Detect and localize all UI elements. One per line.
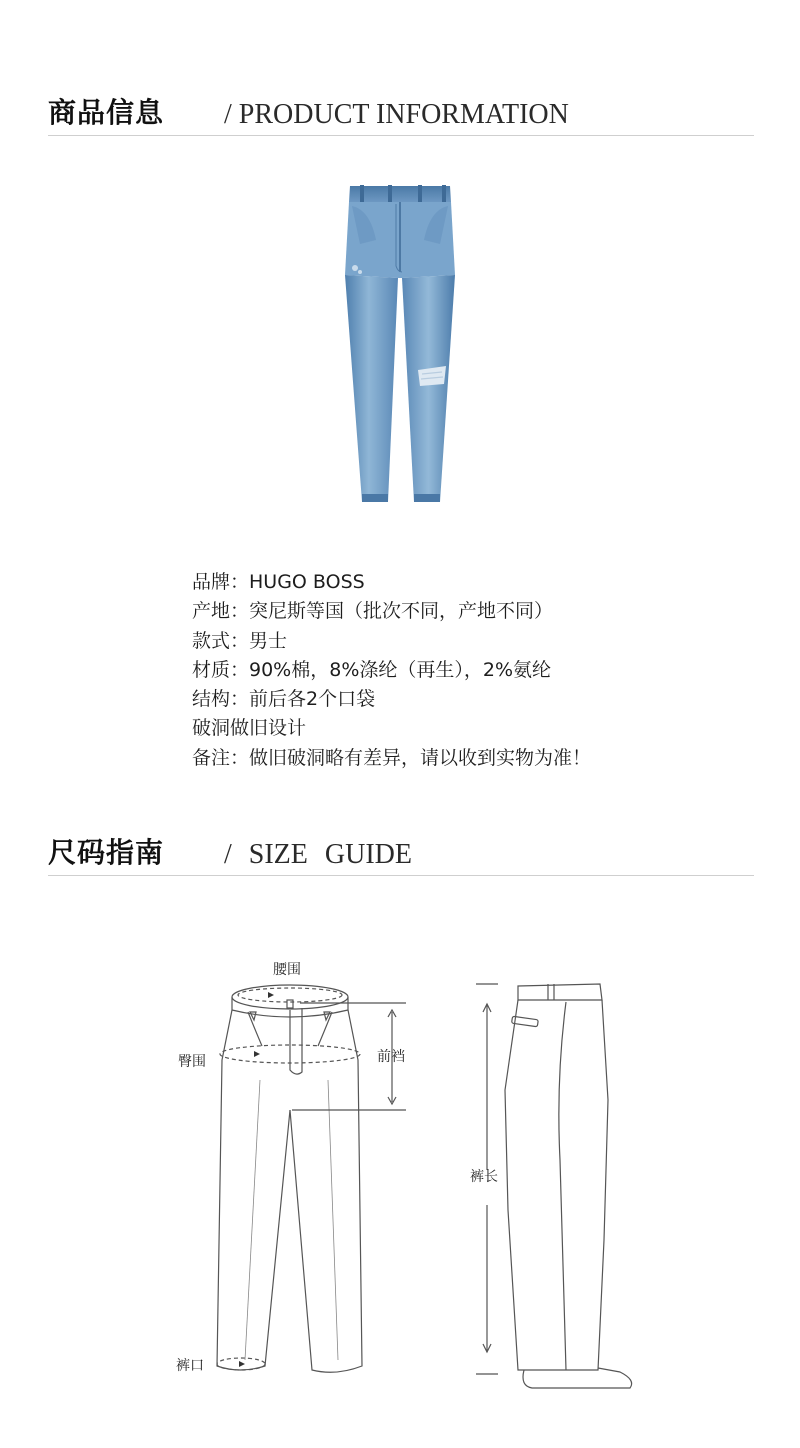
info-note: 备注：做旧破洞略有差异，请以收到实物为准！	[192, 746, 592, 769]
info-origin: 产地：突尼斯等国（批次不同，产地不同）	[192, 600, 554, 623]
info-style: 款式：男士	[192, 629, 288, 652]
label-hip: 臀围	[178, 1054, 206, 1070]
size-guide-title-en: / SIZE GUIDE	[224, 839, 412, 870]
size-guide-heading	[48, 836, 754, 876]
info-material: 材质：90%棉，8%涤纶（再生），2%氨纶	[192, 658, 552, 681]
jeans-product-image	[330, 180, 470, 510]
product-info-title-cn: 商品信息	[48, 96, 165, 129]
info-structure: 结构：前后各2个口袋	[192, 688, 376, 711]
label-length: 裤长	[470, 1169, 498, 1185]
product-info-title-en: / PRODUCT INFORMATION	[224, 99, 569, 130]
size-guide-title-cn: 尺码指南	[48, 836, 165, 869]
label-waist: 腰围	[273, 962, 301, 978]
info-design: 破洞做旧设计	[192, 717, 307, 740]
info-brand: 品牌：HUGO BOSS	[192, 571, 365, 593]
label-hem: 裤口	[176, 1358, 204, 1374]
product-info-list	[192, 568, 752, 773]
product-info-heading	[48, 96, 754, 136]
label-rise: 前裆	[377, 1049, 405, 1065]
size-guide-diagram	[0, 940, 800, 1410]
